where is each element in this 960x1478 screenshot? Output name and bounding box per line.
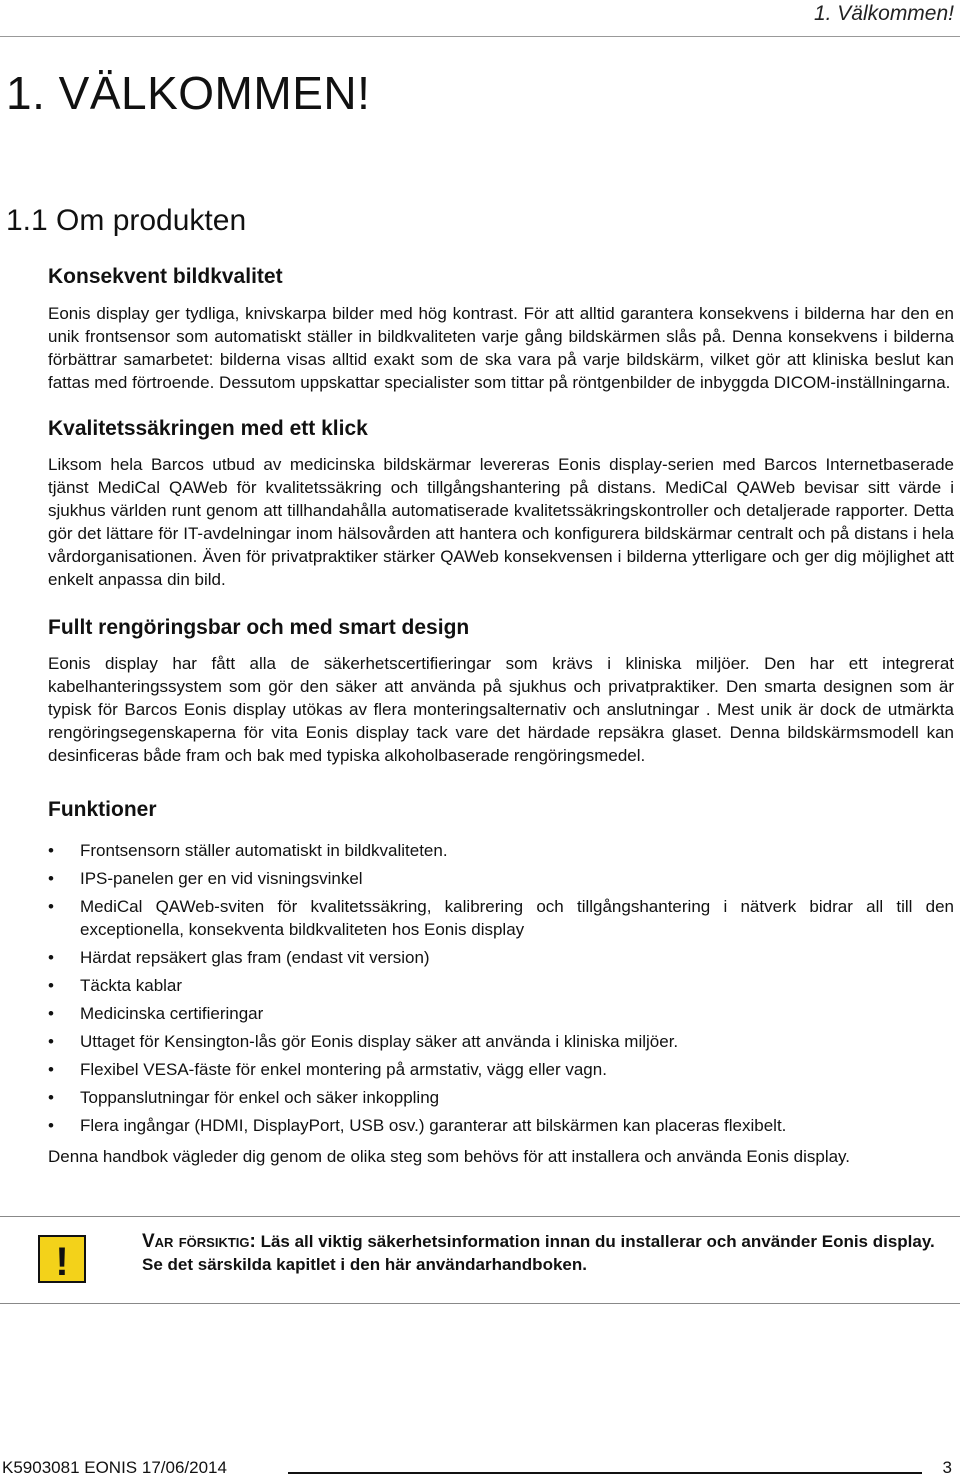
feature-item <box>48 1030 954 1053</box>
chapter-title: 1. VÄLKOMMEN! <box>6 67 371 119</box>
header-rule <box>0 36 960 37</box>
caution-text: Läs all viktig säkerhetsinformation innan du installerar och använder Eonis display. Se det särskilda kapitlet i den här användarhandboken. <box>142 1232 935 1274</box>
subsection-heading-design: Fullt rengöringsbar och med smart design <box>48 616 470 639</box>
page-footer <box>0 1458 960 1478</box>
closing-paragraph: Denna handbok vägleder dig genom de olika steg som behövs för att installera och använda Eonis display. <box>48 1147 851 1166</box>
feature-text: IPS-panelen ger en vid visningsvinkel <box>80 869 363 888</box>
bullet: • <box>48 1116 54 1135</box>
feature-item <box>48 1086 954 1109</box>
subsection-heading-consistent-quality: Konsekvent bildkvalitet <box>48 265 283 288</box>
warning-triangle-icon <box>38 1235 86 1283</box>
feature-text: Medicinska certifieringar <box>80 1004 264 1023</box>
bullet: • <box>48 948 54 967</box>
paragraph-consistent-quality: Eonis display ger tydliga, knivskarpa bilder med hög kontrast. För att alltid garantera konsekvens i bilderna har den en unik frontsensor som automatiskt ställer in bildkvaliteten varje gång bildskärmen slås på. Denna konsekvens i bilderna förbättrar samarbetet: bilderna visas alltid exakt som de ska vara på varje bildskärm, vilket gör att kliniska beslut kan fattas med förtroende. Dessutom uppskattar specialister som tittar på röntgenbilder de inbyggda DICOM-inställningarna. <box>48 304 954 392</box>
bullet: • <box>48 976 54 995</box>
page-number: 3 <box>942 1458 952 1477</box>
subsection-heading-features: Funktioner <box>48 798 157 821</box>
feature-text: Flexibel VESA-fäste för enkel montering på armstativ, vägg eller vagn. <box>80 1060 607 1079</box>
bullet: • <box>48 1060 54 1079</box>
subsection-heading-quality-assurance: Kvalitetssäkringen med ett klick <box>48 417 368 440</box>
paragraph-design: Eonis display har fått alla de säkerhetscertifieringar som krävs i kliniska miljöer. Den har ett integrerat kabelhanteringssystem som gör den säker att använda på sjukhus och privatpraktiker. Den smarta designen som är typisk för Barcos Eonis display utökas av flera monteringsalternativ och anslutningar . Mest unik är dock de utmärkta rengöringsegenskaperna för vita Eonis display tack vare det härdade repsäkra glaset. Denna bildskärmsmodell kan desinficeras både fram och bak med typiska alkoholbaserade rengöringsmedel. <box>48 654 954 765</box>
footer-rule <box>288 1472 922 1474</box>
running-header: 1. Välkommen! <box>813 2 954 25</box>
bullet: • <box>48 869 54 888</box>
feature-item <box>48 895 954 941</box>
feature-list <box>48 839 954 1137</box>
caution-box <box>0 1216 960 1304</box>
feature-item <box>48 1002 954 1025</box>
feature-item <box>48 974 954 997</box>
bullet: • <box>48 1088 54 1107</box>
feature-item <box>48 1058 954 1081</box>
paragraph-quality-assurance: Liksom hela Barcos utbud av medicinska bildskärmar levereras Eonis display-serien med Barcos Internetbaserade tjänst MediCal QAWeb för kvalitetssäkring och tillgångshantering på distans. MediCal QAWeb bevisar sitt värde i sjukhus världen runt genom att tillhandahålla automatiserade kvalitetssäkringskontroller och detaljerade rapporter. Detta gör det lättare för IT-avdelningar inom hälsovården att hantera och konfigurera bildskärmar centralt och på distans i hela vårdorganisationen. Även för privatpraktiker stärker QAWeb konsekvensen i bilderna ytterligare och ger dig möjlighet att enkelt anpassa din bild. <box>48 455 954 589</box>
feature-item <box>48 1114 954 1137</box>
bullet: • <box>48 1004 54 1023</box>
feature-text: Flera ingångar (HDMI, DisplayPort, USB osv.) garanterar att bilskärmen kan placeras flexibelt. <box>80 1116 787 1135</box>
warning-icon-glyph: ! <box>55 1240 69 1283</box>
feature-text: Täckta kablar <box>80 976 183 995</box>
feature-text: Uttaget för Kensington-lås gör Eonis display säker att använda i kliniska miljöer. <box>80 1032 679 1051</box>
feature-item <box>48 946 954 969</box>
document-id: K5903081 EONIS 17/06/2014 <box>2 1458 227 1477</box>
feature-item <box>48 867 954 890</box>
bullet: • <box>48 897 54 916</box>
feature-text: MediCal QAWeb-sviten för kvalitetssäkring, kalibrering och tillgångshantering i nätverk bidrar all till den exceptionella, konsekventa bildkvaliteten hos Eonis display <box>80 897 954 939</box>
caution-message <box>142 1230 954 1276</box>
feature-text: Frontsensorn ställer automatiskt in bildkvaliteten. <box>80 841 448 860</box>
feature-item <box>48 839 954 862</box>
bullet: • <box>48 1032 54 1051</box>
bullet: • <box>48 841 54 860</box>
caution-label: Var försiktig: <box>142 1231 256 1252</box>
feature-text: Härdat repsäkert glas fram (endast vit version) <box>80 948 430 967</box>
feature-text: Toppanslutningar för enkel och säker inkoppling <box>80 1088 440 1107</box>
main-content <box>48 264 954 1168</box>
section-title: 1.1 Om produkten <box>6 204 247 237</box>
